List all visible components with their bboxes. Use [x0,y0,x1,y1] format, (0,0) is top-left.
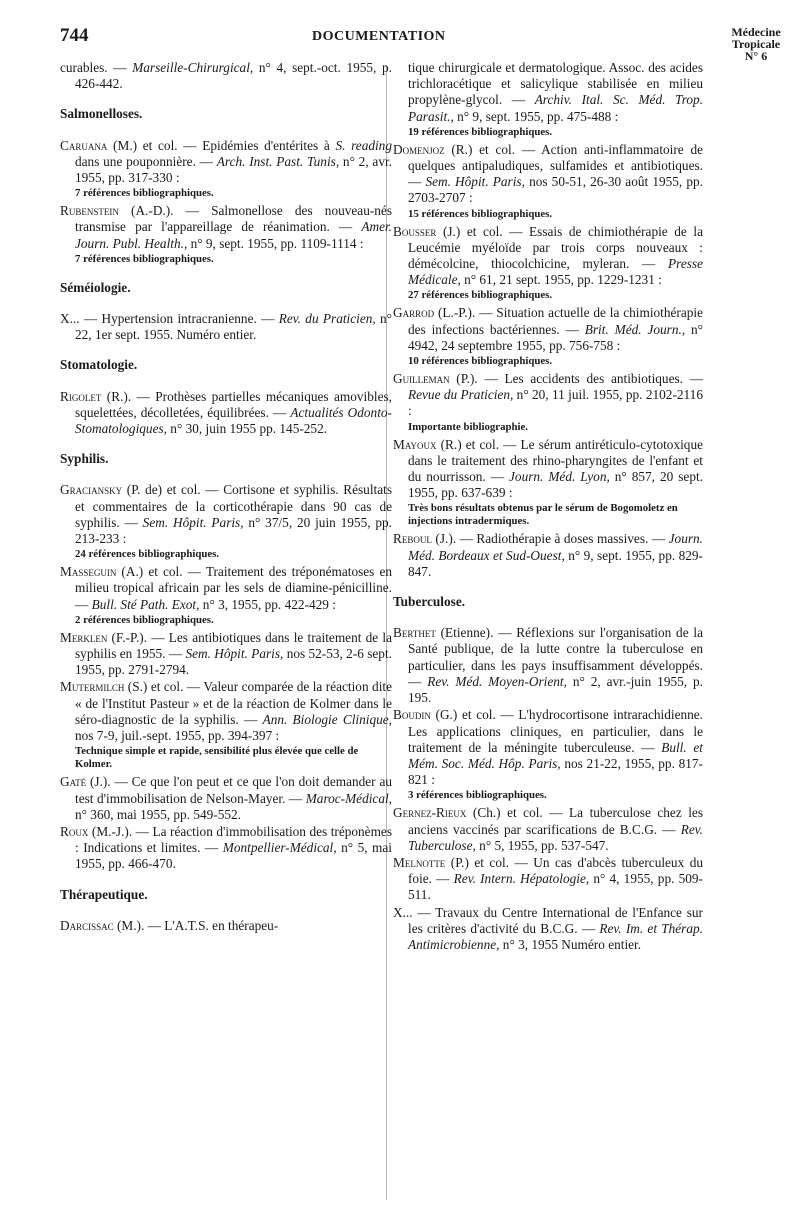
bib-entry: Merklen (F.-P.). — Les antibiotiques dans le traitement de la syphilis en 1955. — Sem. Hôpit. Paris, nos 52-53, 2-6 sept. 1955, pp. 2791-2794. [60,629,392,678]
running-title: DOCUMENTATION [312,29,446,44]
bib-entry: Caruana (M.) et col. — Epidémies d'entérites à S. reading dans une pouponnière. — Arch. Inst. Past. Tunis, n° 2, avr. 1955, pp. 317-330 : [60,137,392,186]
section-heading: Séméiologie. [60,279,131,295]
bib-entry: X... — Hypertension intracranienne. — Rev. du Praticien, n° 22, 1er sept. 1955. Numéro entier. [60,311,392,343]
section-heading: Salmonelloses. [60,106,143,122]
journal-name-2: Tropicale [731,37,781,51]
bib-note: 24 références bibliographiques. [75,548,220,561]
bib-entry: Darcissac (M.). — L'A.T.S. en thérapeu- [60,917,279,933]
bib-entry: Rigolet (R.). — Prothèses partielles mécaniques amovibles, squelettées, décolletées, équilibrées. — Actualités Odonto-Stomatologiques, n° 30, juin 1955 pp. 145-252. [60,388,392,437]
page-number: 744 [60,25,89,46]
bib-note: 7 références bibliographiques. [75,252,214,265]
journal-name: Médecine [731,25,781,39]
section-heading: Thérapeutique. [60,886,148,902]
bib-entry: Berthet (Etienne). — Réflexions sur l'organisation de la Santé publique, de la lutte contre la tuberculose en particulier, dans les pays insuffisamment développés. — Rev. Méd. Moyen-Orient, n° 2, avr.-juin 1955, p. 195. [393,625,703,706]
issue-number: N° 6 [744,49,768,63]
bib-entry: Mutermilch (S.) et col. — Valeur comparée de la réaction dite « de l'Institut Pasteur » et de la réaction de Kolmer dans le séro-diagnostic de la syphilis. — Ann. Biologie Clinique, nos 7-9, juil.-sept. 1955, pp. 394-397 : [60,679,392,744]
bib-note: Technique simple et rapide, sensibilité plus élevée que celle de Kolmer. [75,745,359,771]
bib-note: 3 références bibliographiques. [408,789,547,802]
bib-entry: Gaté (J.). — Ce que l'on peut et ce que l'on doit demander au test d'immobilisation de Nelson-Mayer. — Maroc-Médical, n° 360, mai 1955, pp. 549-552. [60,774,392,822]
bib-note: Importante bibliographie. [408,420,528,433]
bib-note: Très bons résultats obtenus par le sérum de Bogomoletz en injections intradermiques. [408,502,678,528]
bib-entry: Bousser (J.) et col. — Essais de chimiothérapie de la Leucémie myéloïde par trois corps nouveaux : démécolcine, thiocolchicine, myleran. — Presse Médicale, n° 61, 21 sept. 1955, pp. 1229-1231 : [393,223,703,288]
bib-entry: Graciansky (P. de) et col. — Cortisone et syphilis. Résultats et commentaires de la corticothérapie dans 90 cas de syphilis. — Sem. Hôpit. Paris, n° 37/5, 20 juin 1955, pp. 213-233 : [60,482,392,547]
right-column [393,60,703,954]
bib-entry: Melnotte (P.) et col. — Un cas d'abcès tuberculeux du foie. — Rev. Intern. Hépatologie, n° 4, 1955, pp. 509-511. [393,854,703,903]
bib-entry: Boudin (G.) et col. — L'hydrocortisone intrarachidienne. Les applications cliniques, en particulier, dans le traitement de la méningite tuberculeuse. — Bull. et Mém. Soc. Méd. Hôp. Paris, nos 21-22, 1955, pp. 817-821 : [393,707,703,788]
section-heading: Syphilis. [60,451,109,467]
page-header [0,0,800,63]
bib-entry: curables. — Marseille-Chirurgical, n° 4, sept.-oct. 1955, p. 426-442. [60,60,392,92]
section-heading: Stomatologie. [60,357,138,373]
bib-entry: Gernez-Rieux (Ch.) et col. — La tuberculose chez les anciens vaccinés par scarifications de B.C.G. — Rev. Tuberculose, n° 5, 1955, pp. 537-547. [393,805,703,853]
bib-entry: Roux (M.-J.). — La réaction d'immobilisation des tréponèmes : Indications et limites. — Montpellier-Médical, n° 5, mai 1955, pp. 466-470. [60,823,393,872]
bib-note: 15 références bibliographiques. [408,207,553,220]
bib-note: 19 références bibliographiques. [408,125,553,138]
bib-note: 2 références bibliographiques. [75,613,214,626]
section-heading: Tuberculose. [393,594,466,610]
bib-entry: Domenjoz (R.) et col. — Action anti-inflammatoire de quelques antipaludiques, sulfamides et antibiotiques. — Sem. Hôpit. Paris, nos 50-51, 26-30 août 1955, pp. 2703-2707 : [393,141,703,206]
journal-label [716,26,796,62]
bib-note: 7 références bibliographiques. [75,187,214,200]
bib-entry: tique chirurgicale et dermatologique. Assoc. des acides trichloracétique et salicylique stabilisée en milieu propylène-glycol. — Archiv. Ital. Sc. Méd. Trop. Parasit., n° 9, sept. 1955, pp. 475-488 : [408,60,703,124]
bib-note: 10 références bibliographiques. [408,355,553,368]
bib-entry: Garrod (L.-P.). — Situation actuelle de la chimiothérapie des infections bactériennes. — Brit. Méd. Journ., n° 4942, 24 septembre 1955, pp. 756-758 : [393,305,704,353]
bib-note: 27 références bibliographiques. [408,289,553,302]
bib-entry: Mayoux (R.) et col. — Le sérum antiréticulo-cytotoxique dans le traitement des rhino-pharyngites de l'enfant et du nourrisson. — Journ. Méd. Lyon, n° 857, 20 sept. 1955, pp. 637-639 : [393,436,703,501]
bib-entry: Reboul (J.). — Radiothérapie à doses massives. — Journ. Méd. Bordeaux et Sud-Ouest, n° 9, sept. 1955, pp. 829-847. [393,531,703,579]
left-column [60,60,392,935]
bib-entry: Masseguin (A.) et col. — Traitement des tréponématoses en milieu tropical africain par les sels de diamine-pénicilline. — Bull. Sté Path. Exot, n° 3, 1955, pp. 422-429 : [60,564,392,612]
bib-entry: Guilleman (P.). — Les accidents des antibiotiques. — Revue du Praticien, n° 20, 11 juil. 1955, pp. 2102-2116 : [393,371,703,419]
bib-entry: Rubenstein (A.-D.). — Salmonellose des nouveau-nés transmise par l'appareillage de réanimation. — Amer. Journ. Publ. Health., n° 9, sept. 1955, pp. 1109-1114 : [60,203,392,251]
bib-entry: X... — Travaux du Centre International de l'Enfance sur les critères d'activité du B.C.G. — Rev. Im. et Thérap. Antimicrobienne, n° 3, 1955 Numéro entier. [393,904,703,952]
